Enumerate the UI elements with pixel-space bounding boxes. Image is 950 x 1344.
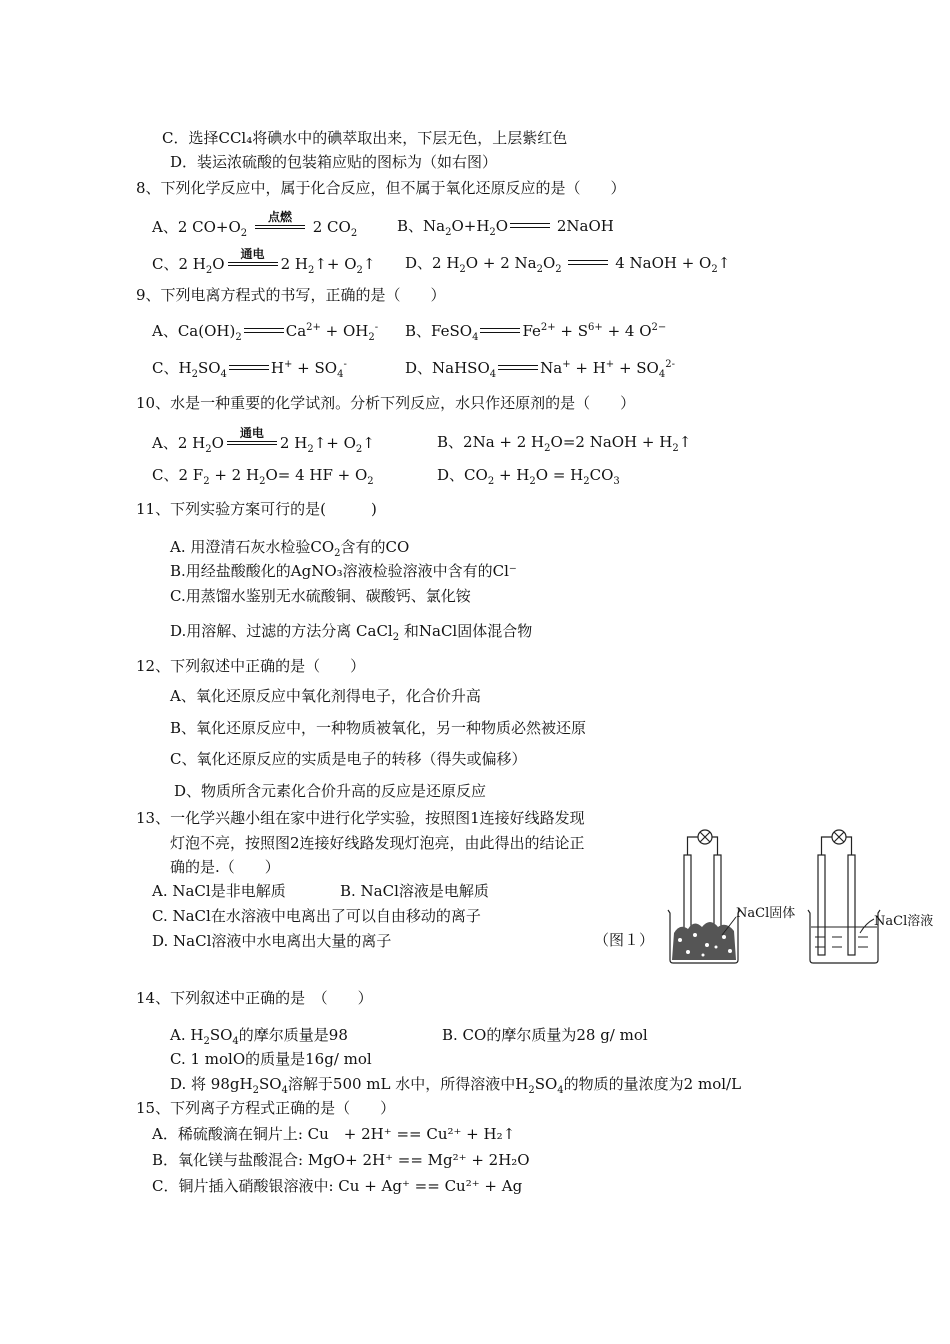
q13-stem-3: 确的是.（ ） — [170, 858, 280, 876]
q13-option-c: C. NaCl在水溶液中电离出了可以自由移动的离子 — [152, 907, 481, 925]
q14-option-a: A. $H_2SO_4$的摩尔质量是98 — [170, 1026, 348, 1047]
q8-stem: 8、下列化学反应中，属于化合反应，但不属于氧化还原反应的是（ ） — [136, 179, 626, 197]
q15-option-b: B．氧化镁与盐酸混合: MgO+ 2H⁺ == Mg²⁺ + 2H₂O — [152, 1151, 530, 1169]
q11-option-b: B.用经盐酸酸化的AgNO₃溶液检验溶液中含有的Cl⁻ — [170, 562, 517, 580]
q10-option-b: B、2Na + 2 $H_2O=2$ NaOH + $H_2↑$ — [437, 433, 692, 454]
q14-option-c: C. 1 molO的质量是16g/ mol — [170, 1050, 372, 1068]
q12-stem: 12、下列叙述中正确的是（ ） — [136, 657, 366, 675]
q9-option-c: C、$H_2SO_4$ $H^+ + SO_4^-$ — [152, 359, 347, 380]
q15-stem: 15、下列离子方程式正确的是（ ） — [136, 1099, 396, 1117]
q9-option-a: A、$Ca(OH)_2$ $Ca^{2+} + OH_2^-$ — [152, 322, 379, 343]
q12-option-d: D、物质所含元素化合价升高的反应是还原反应 — [174, 782, 487, 800]
q13-option-a: A. NaCl是非电解质 — [152, 882, 286, 900]
q9-option-d: D、NaHSO$_4$ $Na^+ + H^+ + SO_4^{2-}$ — [405, 359, 675, 380]
q10-option-d: D、$CO_2 + H_2O = H_2CO_3$ — [437, 466, 620, 487]
q8-option-d: D、2 $H_2O + 2$ $Na_2O_2$ 4 NaOH + $O_2↑$ — [405, 254, 731, 275]
electrode-left-2 — [818, 855, 825, 955]
q9-option-b: B、FeSO$_4$ $Fe^{2+} + S^{6+} + 4$ $O^{2-}$ — [405, 322, 667, 343]
q14-option-d: D. 将 $98gH_2SO_4$溶解于500 mL 水中，所得溶液中$H_2SO_4$的物质的量浓度为2 mol/L — [170, 1075, 742, 1096]
q13-stem-1: 13、一化学兴趣小组在家中进行化学实验，按照图1连接好线路发现 — [136, 809, 585, 827]
q13-option-d: D. NaCl溶液中水电离出大量的离子 — [152, 932, 392, 950]
q14-option-b: B. CO的摩尔质量为28 g/ mol — [442, 1026, 648, 1044]
q15-option-c: C．铜片插入硝酸银溶液中: Cu + Ag⁺ == Cu²⁺ + Ag — [152, 1177, 523, 1195]
q8-option-b: B、$Na_2O+H_2O$ 2NaOH — [397, 217, 614, 238]
q13-stem-2: 灯泡不亮，按照图2连接好线路发现灯泡亮，由此得出的结论正 — [170, 834, 585, 852]
q7-option-c: C．选择CCl₄将碘水中的碘萃取出来，下层无色，上层紫红色 — [162, 129, 568, 147]
q14-stem: 14、下列叙述中正确的是 （ ） — [136, 989, 373, 1007]
q11-stem: 11、下列实验方案可行的是( ) — [136, 500, 377, 518]
label-nacl-solid: NaCl固体 — [736, 906, 796, 921]
figure-caption: （图１） — [594, 931, 655, 949]
q10-stem: 10、水是一种重要的化学试剂。分析下列反应，水只作还原剂的是（ ） — [136, 394, 636, 412]
q7-option-d: D．装运浓硫酸的包装箱应贴的图标为（如右图） — [170, 153, 498, 171]
q12-option-b: B、氧化还原反应中，一种物质被氧化，另一种物质必然被还原 — [170, 719, 587, 737]
q13-option-b: B. NaCl溶液是电解质 — [340, 882, 489, 900]
q11-option-a: A. 用澄清石灰水检验$CO_2$含有的CO — [170, 538, 410, 559]
q10-option-c: C、2 $F_2 + 2$ $H_2O= 4$ HF + $O_2$ — [152, 466, 374, 487]
q10-option-a: A、2 $H_2O$ 通电 2 $H_2↑+$ $O_2↑$ — [152, 426, 375, 455]
q11-option-d: D.用溶解、过滤的方法分离 CaCl$_2$ 和NaCl固体混合物 — [170, 622, 533, 643]
q12-option-a: A、氧化还原反应中氧化剂得电子，化合价升高 — [170, 687, 481, 705]
label-nacl-solution: NaCl溶液 — [874, 914, 934, 929]
q11-option-c: C.用蒸馏水鉴别无水硫酸铜、碳酸钙、氯化铵 — [170, 587, 471, 605]
q9-stem: 9、下列电离方程式的书写，正确的是（ ） — [136, 286, 446, 304]
q12-option-c: C、氧化还原反应的实质是电子的转移（得失或偏移） — [170, 750, 527, 768]
q8-option-c: C、2 $H_2O$ 通电 2 $H_2↑+$ $O_2↑$ — [152, 247, 376, 276]
q8-option-a: A、2 $CO+O_2$ 点燃 2 $CO_2$ — [152, 210, 358, 239]
electrode-right-2 — [848, 855, 855, 955]
conductivity-apparatus-figure — [660, 815, 950, 965]
q15-option-a: A．稀硫酸滴在铜片上: Cu + 2H⁺ == Cu²⁺ + H₂↑ — [152, 1125, 516, 1143]
